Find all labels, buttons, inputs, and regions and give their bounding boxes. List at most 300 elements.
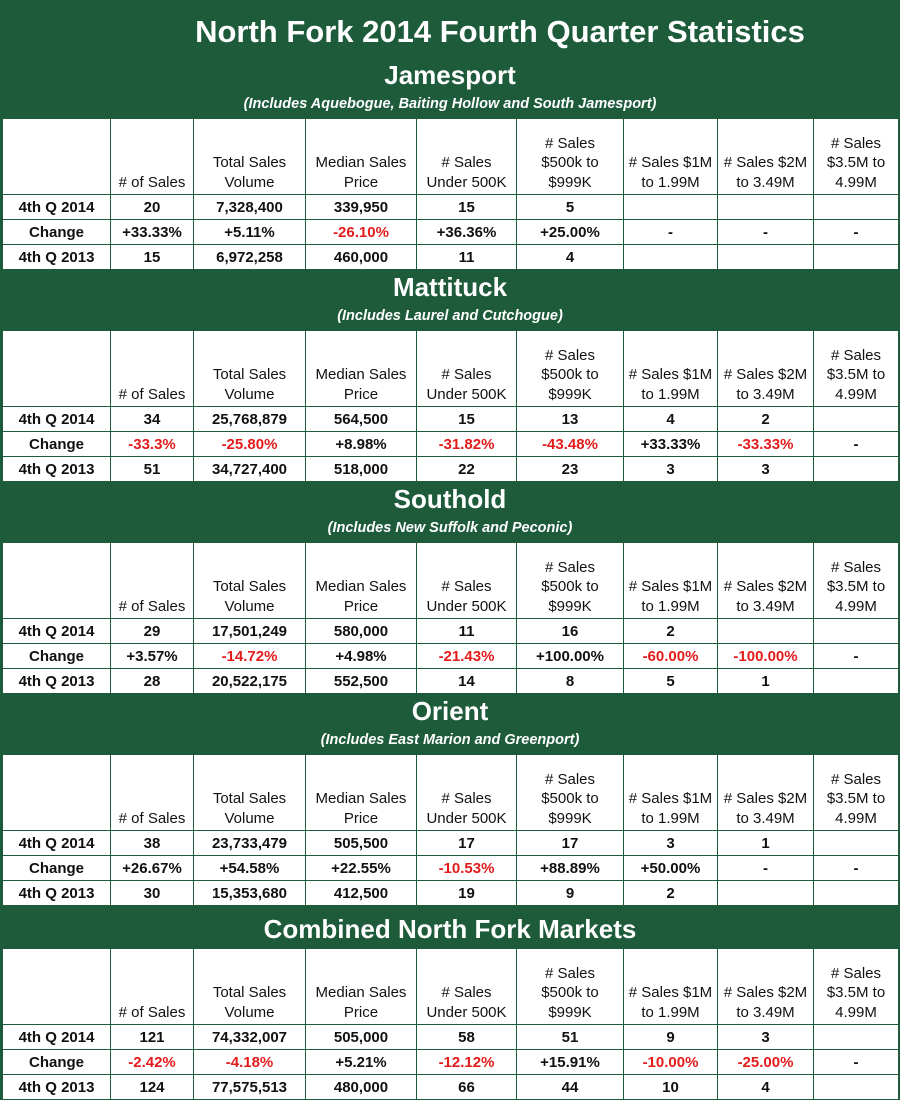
column-header-line: 4.99M — [835, 385, 877, 403]
column-header-line: # Sales — [544, 346, 596, 364]
column-header-line: # Sales — [544, 964, 596, 982]
column-header — [624, 543, 718, 619]
column-header — [718, 949, 814, 1025]
column-header-line: $3.5M to — [826, 790, 886, 807]
table-cell: -4.18% — [194, 1050, 306, 1075]
table-row — [3, 669, 899, 694]
column-header — [517, 949, 624, 1025]
column-header-line: Volume — [224, 809, 275, 827]
column-header — [111, 331, 194, 407]
column-header-line: # Sales — [441, 578, 492, 595]
row-label: 4th Q 2013 — [3, 881, 111, 906]
column-header — [417, 543, 517, 619]
section-title: Southold — [393, 484, 507, 514]
column-header — [718, 755, 814, 831]
table-row — [3, 1025, 899, 1050]
table-cell — [814, 831, 899, 856]
column-header-line: Median Sales — [315, 984, 407, 1001]
table-cell: - — [814, 220, 899, 245]
column-header — [814, 949, 899, 1025]
column-header — [624, 119, 718, 195]
column-header-line: to 1.99M — [641, 385, 700, 403]
column-header-line: $3.5M to — [826, 578, 886, 595]
column-header-line: $999K — [548, 809, 592, 827]
table-cell: -43.48% — [517, 432, 624, 457]
table-cell — [718, 195, 814, 220]
column-header-line: to 3.49M — [736, 385, 795, 403]
column-header — [718, 119, 814, 195]
table-cell: - — [814, 1050, 899, 1075]
table-cell: -31.82% — [417, 432, 517, 457]
section-subtitle: (Includes Laurel and Cutchogue) — [337, 308, 563, 324]
row-label: Change — [3, 644, 111, 669]
column-header-line: # Sales — [441, 790, 492, 807]
column-header-line: # of Sales — [118, 1003, 186, 1021]
column-header-line: # of Sales — [118, 173, 186, 191]
column-header — [517, 331, 624, 407]
column-header — [194, 755, 306, 831]
table-row — [3, 407, 899, 432]
table-cell: - — [814, 432, 899, 457]
header-blank-cell — [3, 119, 111, 195]
column-header — [306, 949, 417, 1025]
column-header-line: # of Sales — [118, 809, 186, 827]
row-label: Change — [3, 432, 111, 457]
column-header — [417, 119, 517, 195]
row-label: Change — [3, 856, 111, 881]
table-cell: 552,500 — [306, 669, 417, 694]
column-header-line: # Sales $1M — [628, 984, 713, 1001]
column-header-line: Total Sales — [212, 790, 287, 807]
table-cell: 11 — [417, 619, 517, 644]
table-cell: 580,000 — [306, 619, 417, 644]
table-cell: -26.10% — [306, 220, 417, 245]
column-header — [306, 331, 417, 407]
column-header-line: Under 500K — [426, 173, 507, 191]
table-cell: 15 — [111, 245, 194, 270]
stats-table — [2, 754, 899, 906]
table-cell: 22 — [417, 457, 517, 482]
table-cell: -33.33% — [718, 432, 814, 457]
column-header-line: Under 500K — [426, 809, 507, 827]
column-header-line: $999K — [548, 173, 592, 191]
table-cell: 25,768,879 — [194, 407, 306, 432]
column-header-line: # Sales — [830, 346, 882, 364]
column-header-line: # Sales — [544, 134, 596, 152]
table-cell: -14.72% — [194, 644, 306, 669]
table-cell: 34 — [111, 407, 194, 432]
table-cell: - — [814, 644, 899, 669]
table-cell: +33.33% — [111, 220, 194, 245]
table-row — [3, 831, 899, 856]
header-row — [3, 119, 899, 195]
row-label: 4th Q 2014 — [3, 1025, 111, 1050]
column-header-line: # Sales $2M — [723, 154, 808, 171]
table-cell: 412,500 — [306, 881, 417, 906]
row-label: Change — [3, 1050, 111, 1075]
table-cell: -100.00% — [718, 644, 814, 669]
column-header — [417, 949, 517, 1025]
table-cell: 1 — [718, 669, 814, 694]
column-header-line: Price — [343, 1003, 379, 1021]
column-header-line: $999K — [548, 597, 592, 615]
table-cell — [814, 1075, 899, 1100]
header-blank-cell — [3, 543, 111, 619]
stats-table — [2, 948, 899, 1100]
table-cell: -10.53% — [417, 856, 517, 881]
table-cell: 2 — [624, 881, 718, 906]
column-header-line: # Sales — [544, 770, 596, 788]
table-row — [3, 1075, 899, 1100]
column-header — [517, 543, 624, 619]
table-cell: +5.11% — [194, 220, 306, 245]
column-header-line: to 3.49M — [736, 1003, 795, 1021]
column-header-line: to 3.49M — [736, 173, 795, 191]
column-header — [814, 119, 899, 195]
column-header — [194, 119, 306, 195]
table-cell: 9 — [624, 1025, 718, 1050]
table-cell — [814, 669, 899, 694]
column-header — [306, 119, 417, 195]
header-blank-cell — [3, 331, 111, 407]
column-header-line: Under 500K — [426, 1003, 507, 1021]
table-cell: 74,332,007 — [194, 1025, 306, 1050]
section-title: Jamesport — [384, 60, 516, 90]
table-cell — [814, 457, 899, 482]
table-cell: 9 — [517, 881, 624, 906]
column-header-line: Price — [343, 597, 379, 615]
table-cell: 11 — [417, 245, 517, 270]
column-header — [194, 331, 306, 407]
table-cell: -10.00% — [624, 1050, 718, 1075]
table-cell — [718, 619, 814, 644]
table-cell: +50.00% — [624, 856, 718, 881]
table-cell: 13 — [517, 407, 624, 432]
table-cell: 51 — [111, 457, 194, 482]
table-cell: -2.42% — [111, 1050, 194, 1075]
header-blank-cell — [3, 949, 111, 1025]
table-cell: 77,575,513 — [194, 1075, 306, 1100]
column-header-line: # Sales — [441, 154, 492, 171]
column-header-line: Total Sales — [212, 984, 287, 1001]
column-header — [111, 543, 194, 619]
table-cell: 3 — [718, 457, 814, 482]
stats-table — [2, 542, 899, 694]
section-combined-north-fork-markets — [2, 906, 898, 1100]
table-cell: +8.98% — [306, 432, 417, 457]
table-cell: 15 — [417, 195, 517, 220]
column-header — [517, 119, 624, 195]
column-header-line: # Sales $1M — [628, 366, 713, 383]
table-cell: 505,500 — [306, 831, 417, 856]
column-header-line: $3.5M to — [826, 154, 886, 171]
table-cell: 2 — [718, 407, 814, 432]
table-cell: 51 — [517, 1025, 624, 1050]
table-cell: 3 — [624, 831, 718, 856]
table-cell: 29 — [111, 619, 194, 644]
column-header-line: Median Sales — [315, 154, 407, 171]
header-row — [3, 543, 899, 619]
column-header-line: to 1.99M — [641, 1003, 700, 1021]
column-header — [306, 543, 417, 619]
column-header-line: Total Sales — [212, 366, 287, 383]
column-header-line: to 1.99M — [641, 173, 700, 191]
table-cell — [624, 245, 718, 270]
table-cell: -60.00% — [624, 644, 718, 669]
column-header-line: # Sales — [441, 984, 492, 1001]
column-header-line: to 1.99M — [641, 809, 700, 827]
table-cell: 480,000 — [306, 1075, 417, 1100]
column-header-line: $500k to — [541, 984, 599, 1001]
column-header — [624, 949, 718, 1025]
table-cell: -21.43% — [417, 644, 517, 669]
table-row — [3, 432, 899, 457]
sections-container — [2, 58, 898, 1100]
header-row — [3, 331, 899, 407]
row-label: 4th Q 2013 — [3, 457, 111, 482]
row-label: 4th Q 2014 — [3, 831, 111, 856]
column-header-line: # Sales — [830, 134, 882, 152]
table-cell: 1 — [718, 831, 814, 856]
column-header-line: # Sales $2M — [723, 366, 808, 383]
column-header-line: Median Sales — [315, 578, 407, 595]
table-cell: 20,522,175 — [194, 669, 306, 694]
table-cell: 5 — [624, 669, 718, 694]
table-cell: 339,950 — [306, 195, 417, 220]
row-label: 4th Q 2013 — [3, 245, 111, 270]
section-subtitle: (Includes Aquebogue, Baiting Hollow and South Jamesport) — [243, 96, 657, 112]
column-header-line: # Sales $2M — [723, 984, 808, 1001]
column-header-line: Volume — [224, 597, 275, 615]
column-header — [814, 331, 899, 407]
table-cell — [814, 195, 899, 220]
column-header-line: $500k to — [541, 578, 599, 595]
table-cell: 15 — [417, 407, 517, 432]
table-cell: 20 — [111, 195, 194, 220]
column-header — [624, 755, 718, 831]
table-cell: 28 — [111, 669, 194, 694]
stats-table — [2, 330, 899, 482]
table-cell: - — [718, 856, 814, 881]
table-cell: +3.57% — [111, 644, 194, 669]
table-cell: -12.12% — [417, 1050, 517, 1075]
column-header-line: # Sales $1M — [628, 790, 713, 807]
row-label: 4th Q 2013 — [3, 1075, 111, 1100]
column-header-line: Volume — [224, 385, 275, 403]
row-label: 4th Q 2014 — [3, 407, 111, 432]
table-cell: 564,500 — [306, 407, 417, 432]
table-cell — [718, 245, 814, 270]
column-header-line: $500k to — [541, 366, 599, 383]
table-cell: 505,000 — [306, 1025, 417, 1050]
table-row — [3, 220, 899, 245]
table-cell: 4 — [624, 407, 718, 432]
column-header — [111, 949, 194, 1025]
column-header-line: # Sales $2M — [723, 790, 808, 807]
column-header-line: # Sales $1M — [628, 154, 713, 171]
column-header-line: # Sales — [441, 366, 492, 383]
table-cell: 3 — [718, 1025, 814, 1050]
column-header-line: Price — [343, 809, 379, 827]
column-header-line: # Sales — [830, 558, 882, 576]
section-subtitle: (Includes New Suffolk and Peconic) — [327, 520, 573, 536]
table-row — [3, 1050, 899, 1075]
table-cell: 7,328,400 — [194, 195, 306, 220]
table-cell: 30 — [111, 881, 194, 906]
column-header-line: # Sales — [830, 964, 882, 982]
column-header — [624, 331, 718, 407]
column-header-line: # of Sales — [118, 385, 186, 403]
column-header-line: Volume — [224, 173, 275, 191]
column-header-line: $3.5M to — [826, 366, 886, 383]
table-cell — [814, 881, 899, 906]
table-cell: - — [814, 856, 899, 881]
table-cell — [814, 1025, 899, 1050]
section-title: Combined North Fork Markets — [263, 914, 637, 944]
section-title: Mattituck — [392, 272, 508, 302]
table-cell: 4 — [718, 1075, 814, 1100]
table-cell: +4.98% — [306, 644, 417, 669]
column-header — [517, 755, 624, 831]
table-row — [3, 195, 899, 220]
table-cell: - — [624, 220, 718, 245]
table-cell: +36.36% — [417, 220, 517, 245]
column-header — [194, 949, 306, 1025]
column-header-line: to 3.49M — [736, 809, 795, 827]
table-cell: 34,727,400 — [194, 457, 306, 482]
row-label: 4th Q 2013 — [3, 669, 111, 694]
column-header-line: # Sales $2M — [723, 578, 808, 595]
section-southold — [2, 482, 898, 694]
table-cell: 58 — [417, 1025, 517, 1050]
table-cell: 16 — [517, 619, 624, 644]
section-title: Orient — [411, 696, 489, 726]
table-cell: 23,733,479 — [194, 831, 306, 856]
column-header — [814, 543, 899, 619]
column-header — [718, 331, 814, 407]
column-header-line: Median Sales — [315, 366, 407, 383]
table-cell: 8 — [517, 669, 624, 694]
column-header-line: 4.99M — [835, 809, 877, 827]
table-cell: - — [718, 220, 814, 245]
section-jamesport — [2, 58, 898, 270]
column-header-line: Price — [343, 173, 379, 191]
table-cell: +33.33% — [624, 432, 718, 457]
column-header-line: 4.99M — [835, 1003, 877, 1021]
column-header-line: $999K — [548, 385, 592, 403]
table-cell — [814, 619, 899, 644]
column-header-line: Median Sales — [315, 790, 407, 807]
column-header-line: 4.99M — [835, 597, 877, 615]
table-cell: +15.91% — [517, 1050, 624, 1075]
table-row — [3, 644, 899, 669]
section-subtitle: (Includes East Marion and Greenport) — [320, 732, 580, 748]
table-cell: +88.89% — [517, 856, 624, 881]
table-cell: 518,000 — [306, 457, 417, 482]
row-label: 4th Q 2014 — [3, 619, 111, 644]
table-cell: 6,972,258 — [194, 245, 306, 270]
column-header — [417, 755, 517, 831]
page-title: North Fork 2014 Fourth Quarter Statistics — [195, 14, 805, 49]
column-header-line: Total Sales — [212, 578, 287, 595]
table-cell: 2 — [624, 619, 718, 644]
table-row — [3, 856, 899, 881]
table-cell: 66 — [417, 1075, 517, 1100]
table-cell: 17 — [517, 831, 624, 856]
column-header-line: Volume — [224, 1003, 275, 1021]
table-cell: 19 — [417, 881, 517, 906]
table-cell: 5 — [517, 195, 624, 220]
table-cell: +5.21% — [306, 1050, 417, 1075]
column-header-line: Under 500K — [426, 385, 507, 403]
table-cell: 10 — [624, 1075, 718, 1100]
header-row — [3, 949, 899, 1025]
table-cell — [718, 881, 814, 906]
column-header — [417, 331, 517, 407]
table-cell: 23 — [517, 457, 624, 482]
column-header-line: # Sales — [544, 558, 596, 576]
column-header-line: $999K — [548, 1003, 592, 1021]
column-header — [814, 755, 899, 831]
column-header — [111, 119, 194, 195]
table-cell — [624, 195, 718, 220]
header-row — [3, 755, 899, 831]
table-cell: +22.55% — [306, 856, 417, 881]
column-header-line: to 3.49M — [736, 597, 795, 615]
table-cell: 15,353,680 — [194, 881, 306, 906]
table-cell: -33.3% — [111, 432, 194, 457]
table-cell: 124 — [111, 1075, 194, 1100]
header-blank-cell — [3, 755, 111, 831]
table-row — [3, 619, 899, 644]
column-header-line: $500k to — [541, 790, 599, 807]
column-header-line: # Sales — [830, 770, 882, 788]
column-header-line: $3.5M to — [826, 984, 886, 1001]
column-header-line: to 1.99M — [641, 597, 700, 615]
column-header — [111, 755, 194, 831]
table-cell: 17 — [417, 831, 517, 856]
table-cell: 121 — [111, 1025, 194, 1050]
column-header-line: Total Sales — [212, 154, 287, 171]
table-cell: -25.00% — [718, 1050, 814, 1075]
column-header-line: # of Sales — [118, 597, 186, 615]
table-cell: +54.58% — [194, 856, 306, 881]
table-row — [3, 881, 899, 906]
section-orient — [2, 694, 898, 906]
column-header-line: # Sales $1M — [628, 578, 713, 595]
table-cell — [814, 245, 899, 270]
column-header — [194, 543, 306, 619]
table-row — [3, 245, 899, 270]
column-header — [306, 755, 417, 831]
table-cell — [814, 407, 899, 432]
column-header-line: Under 500K — [426, 597, 507, 615]
row-label: Change — [3, 220, 111, 245]
column-header-line: 4.99M — [835, 173, 877, 191]
table-cell: 44 — [517, 1075, 624, 1100]
table-cell: 3 — [624, 457, 718, 482]
column-header-line: Price — [343, 385, 379, 403]
table-cell: 4 — [517, 245, 624, 270]
table-cell: +26.67% — [111, 856, 194, 881]
table-cell: +25.00% — [517, 220, 624, 245]
section-mattituck — [2, 270, 898, 482]
stats-table — [2, 118, 899, 270]
table-cell: +100.00% — [517, 644, 624, 669]
column-header-line: $500k to — [541, 154, 599, 171]
row-label: 4th Q 2014 — [3, 195, 111, 220]
table-cell: -25.80% — [194, 432, 306, 457]
